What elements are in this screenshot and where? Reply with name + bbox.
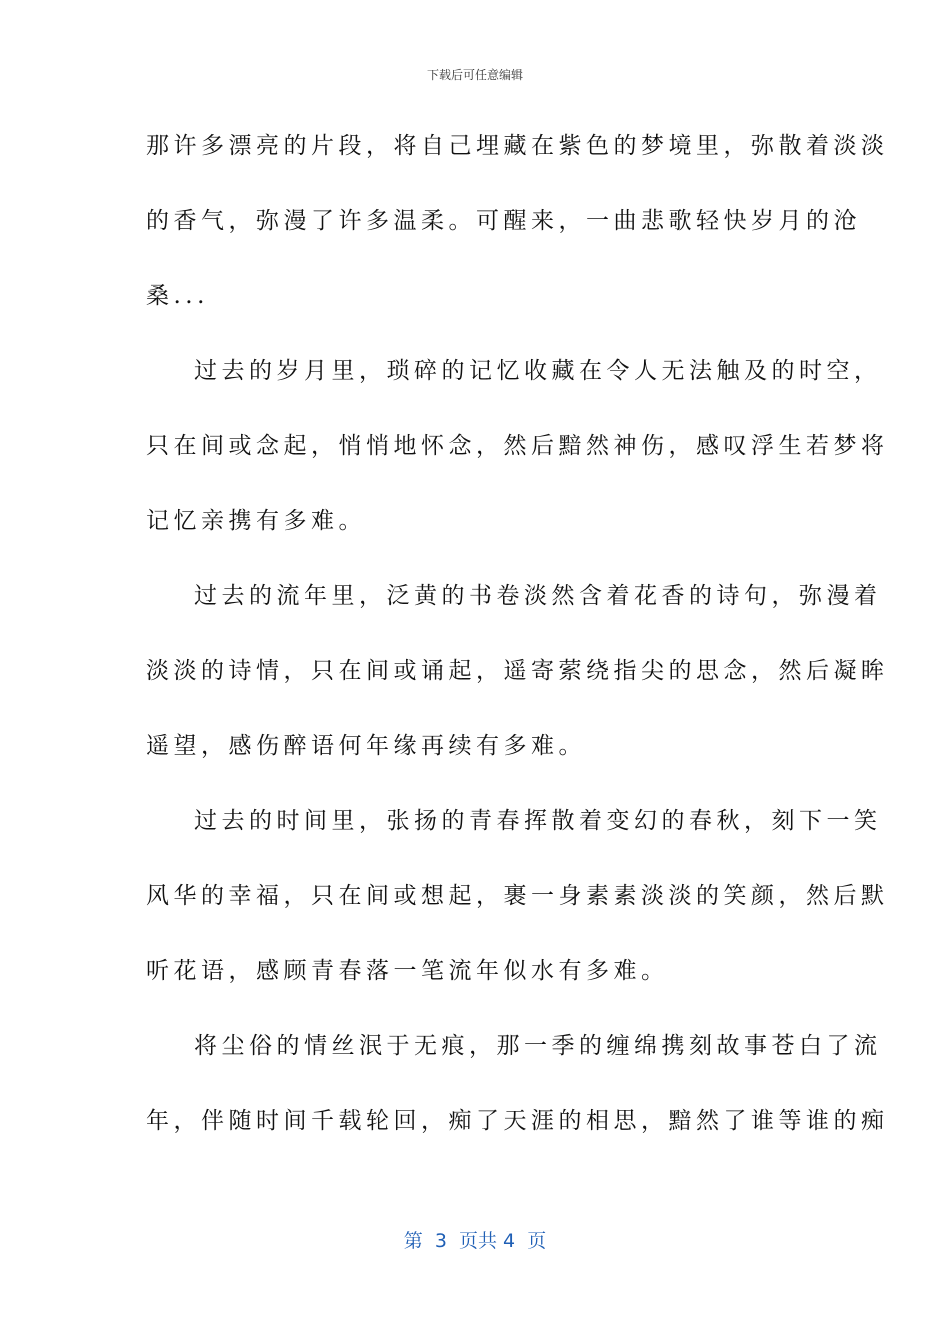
text-line: 桑... [146, 283, 209, 309]
header-note: 下载后可任意编辑 [426, 68, 523, 82]
page-number-footer: 第 3 页共 4 页 [403, 1230, 547, 1252]
text-line: 将尘俗的情丝泯于无痕，那一季的缠绵携刻故事苍白了流 [194, 1033, 882, 1059]
text-line: 年，伴随时间千载轮回，痴了天涯的相思，黯然了谁等谁的痴 [146, 1108, 889, 1134]
text-line: 只在间或念起，悄悄地怀念，然后黯然神伤，感叹浮生若梦将 [146, 433, 889, 459]
text-line: 淡淡的诗情，只在间或诵起，遥寄萦绕指尖的思念，然后凝眸 [146, 658, 889, 684]
text-line: 过去的流年里，泛黄的书卷淡然含着花香的诗句，弥漫着 [194, 583, 882, 609]
text-line: 风华的幸福，只在间或想起，裹一身素素淡淡的笑颜，然后默 [146, 883, 889, 909]
text-line: 过去的时间里，张扬的青春挥散着变幻的春秋，刻下一笑 [194, 808, 882, 834]
text-line: 的香气，弥漫了许多温柔。可醒来，一曲悲歌轻快岁月的沧 [146, 208, 861, 234]
body-text [146, 124, 889, 1174]
text-line: 记忆亲携有多难。 [146, 508, 366, 534]
text-line: 遥望，感伤醉语何年缘再续有多难。 [146, 733, 586, 759]
text-line: 那许多漂亮的片段，将自己埋藏在紫色的梦境里，弥散着淡淡 [146, 133, 889, 159]
text-line: 听花语，感顾青春落一笔流年似水有多难。 [146, 958, 669, 984]
text-line: 过去的岁月里，琐碎的记忆收藏在令人无法触及的时空， [194, 358, 882, 384]
